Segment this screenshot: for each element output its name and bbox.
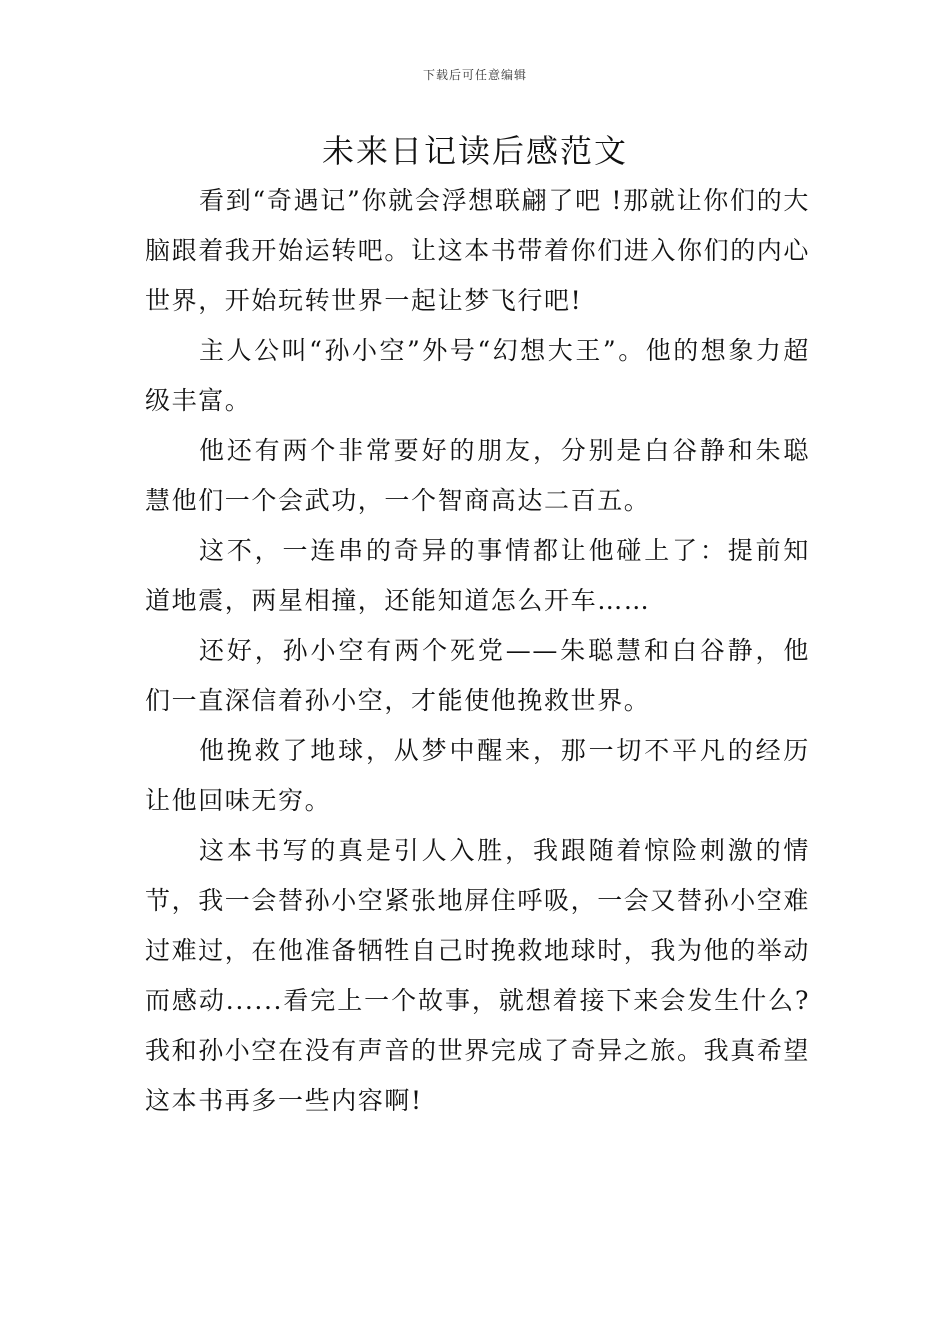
paragraph: 这本书写的真是引人入胜，我跟随着惊险刺激的情节，我一会替孙小空紧张地屏住呼吸，一会又替孙小空难过难过，在他准备牺牲自己时挽救地球时，我为他的举动而感动......看完上一个故事，就想着接下来会发生什么?我和孙小空在没有声音的世界完成了奇异之旅。我真希望这本书再多一些内容啊! (145, 836, 811, 1115)
document-body (145, 176, 810, 1126)
paragraph: 他还有两个非常要好的朋友，分别是白谷静和朱聪慧他们一个会武功，一个智商高达二百五。 (145, 436, 810, 515)
paragraph: 他挽救了地球，从梦中醒来，那一切不平凡的经历让他回味无穷。 (145, 736, 810, 815)
paragraph: 主人公叫“孙小空”外号“幻想大王”。他的想象力超级丰富。 (145, 336, 810, 415)
header-note: 下载后可任意编辑 (422, 68, 527, 82)
page-title: 未来日记读后感范文 (321, 132, 628, 170)
paragraph: 还好，孙小空有两个死党——朱聪慧和白谷静，他们一直深信着孙小空，才能使他挽救世界。 (145, 636, 810, 715)
paragraph: 看到“奇遇记”你就会浮想联翩了吧 !那就让你们的大脑跟着我开始运转吧。让这本书带着你们进入你们的内心世界，开始玩转世界一起让梦飞行吧! (145, 186, 811, 315)
paragraph: 这不，一连串的奇异的事情都让他碰上了：提前知道地震，两星相撞，还能知道怎么开车…… (145, 536, 810, 615)
